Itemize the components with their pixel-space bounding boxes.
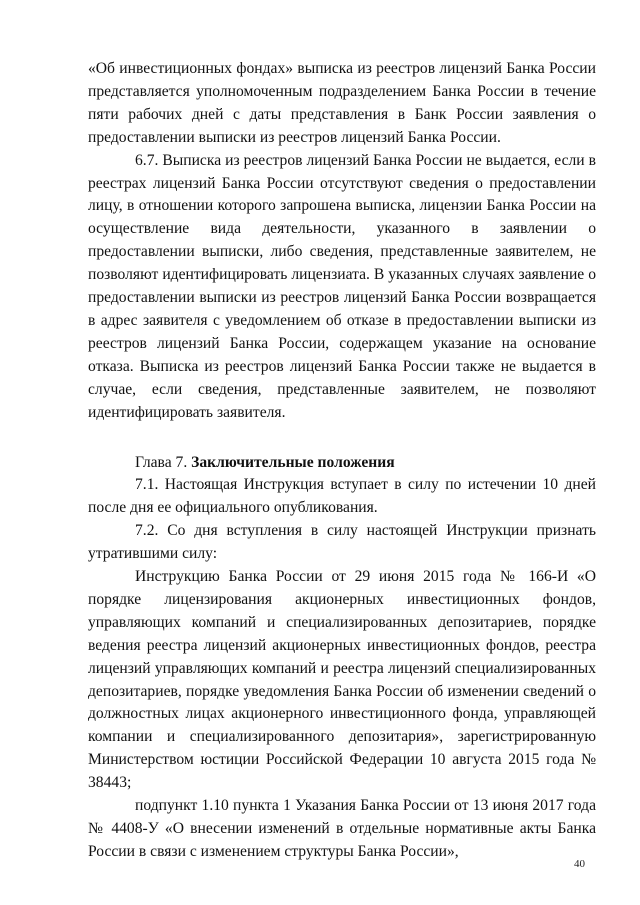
chapter-title: Заключительные положения xyxy=(191,453,395,471)
paragraph-7-1: 7.1. Настоящая Инструкция вступает в силу по истечении 10 дней после дня ее официального опубликования. xyxy=(88,476,596,517)
paragraph-continuation: «Об инвестиционных фондах» выписка из реестров лицензий Банка России представляется уполномоченным подразделением Банка России в течение пяти рабочих дней с даты представления в Банк России заявления о предоставлении выписки из реестров лицензий Банка России. xyxy=(88,60,596,146)
paragraph-7-2: 7.2. Со дня вступления в силу настоящей Инструкции признать утратившими силу: xyxy=(88,522,596,563)
chapter-prefix: Глава 7. xyxy=(135,453,192,471)
paragraph-instruction-166: Инструкцию Банка России от 29 июня 2015 года № 166-И «О порядке лицензирования акционерных инвестиционных фондов, управляющих компаний и специализированных депозитариев, порядке ведения реестра лицензий акционерных инвестиционных фондов, реестра лицензий управляющих компаний и реестра лицензий специализированных депозитариев, порядке уведомления Банка России об изменении сведений о должностных лицах акционерного инвестиционного фонда, управляющей компании и специализированного депозитария», зарегистрированную Министерством юстиции Российской Федерации 10 августа 2015 года № 38443; xyxy=(88,568,596,792)
document-page xyxy=(88,58,596,864)
page-number: 40 xyxy=(574,858,585,870)
paragraph-6-7: 6.7. Выписка из реестров лицензий Банка России не выдается, если в реестрах лицензий Банка России отсутствуют сведения о предоставлении лицу, в отношении которого запрошена выписка, лицензии Банка России на осуществление вида деятельности, указанного в заявлении о предоставлении выписки, либо сведения, представленные заявителем, не позволяют идентифицировать лицензиата. В указанных случаях заявление о предоставлении выписки из реестров лицензий Банка России возвращается в адрес заявителя с уведомлением об отказе в предоставлении выписки из реестров лицензий Банка России, содержащем указание на основание отказа. Выписка из реестров лицензий Банка России также не выдается в случае, если сведения, представленные заявителем, не позволяют идентифицировать заявителя. xyxy=(88,151,596,421)
chapter-heading xyxy=(88,452,596,475)
paragraph-subpoint-1-10: подпункт 1.10 пункта 1 Указания Банка России от 13 июня 2017 года № 4408-У «О внесении изменений в отдельные нормативные акты Банка России в связи с изменением структуры Банка России», xyxy=(88,797,596,860)
